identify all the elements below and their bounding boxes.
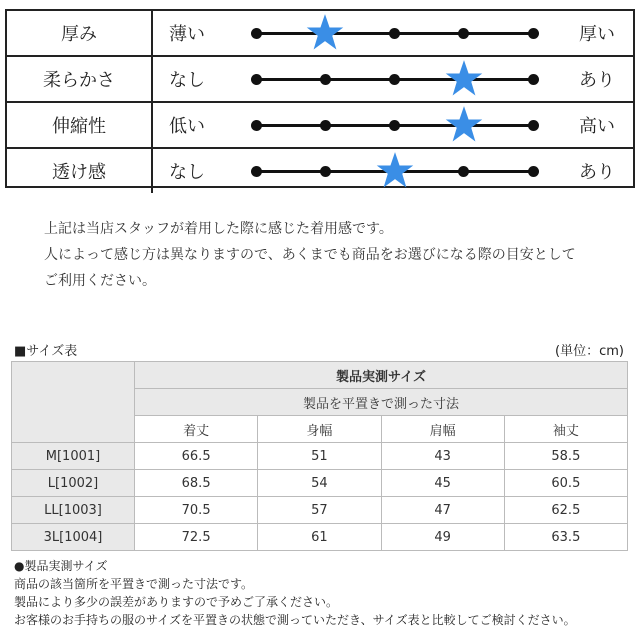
size-label: LL[1003] <box>12 497 135 524</box>
table-cell: 72.5 <box>135 524 258 551</box>
note-line-2: 人によって感じ方は異なりますので、あくまでも商品をお選びになる際の目安として <box>44 247 576 263</box>
table-row <box>12 524 628 551</box>
table-cell: 49 <box>381 524 504 551</box>
scale-dot <box>528 166 539 177</box>
feel-label: 柔らかさ <box>7 57 153 101</box>
table-cell: 62.5 <box>504 497 627 524</box>
table-cell: 45 <box>381 470 504 497</box>
sub-header: 製品を平置きで測った寸法 <box>135 389 628 416</box>
star-icon <box>376 151 414 189</box>
feel-row <box>7 55 633 101</box>
column-header: 着丈 <box>135 416 258 443</box>
column-header: 袖丈 <box>504 416 627 443</box>
star-icon <box>306 13 344 51</box>
feel-max-label: あり <box>579 162 615 183</box>
size-table-title: ■サイズ表 <box>14 344 78 359</box>
scale-dot <box>389 28 400 39</box>
table-cell: 47 <box>381 497 504 524</box>
table-cell: 60.5 <box>504 470 627 497</box>
scale-dot <box>320 74 331 85</box>
table-row <box>12 497 628 524</box>
table-row <box>12 443 628 470</box>
feel-min-label: なし <box>169 162 205 183</box>
size-label: 3L[1004] <box>12 524 135 551</box>
feel-label: 伸縮性 <box>7 103 153 147</box>
feel-min-label: 薄い <box>169 24 205 45</box>
group-header: 製品実測サイズ <box>135 362 628 389</box>
scale-dot <box>251 74 262 85</box>
star-icon <box>445 59 483 97</box>
table-cell: 70.5 <box>135 497 258 524</box>
scale-dot <box>251 28 262 39</box>
table-cell: 57 <box>258 497 381 524</box>
feel-row <box>7 11 633 55</box>
column-header: 身幅 <box>258 416 381 443</box>
note-line-1: 上記は当店スタッフが着用した際に感じた着用感です。 <box>44 221 393 237</box>
scale-dot <box>320 166 331 177</box>
feel-min-label: 低い <box>169 116 205 137</box>
note-line-3: ご利用ください。 <box>44 273 156 289</box>
feel-min-label: なし <box>169 70 205 91</box>
table-cell: 63.5 <box>504 524 627 551</box>
table-cell: 61 <box>258 524 381 551</box>
feel-label: 厚み <box>7 11 153 55</box>
feel-row <box>7 101 633 147</box>
size-table-unit: (単位：cm) <box>555 344 624 359</box>
star-icon <box>445 105 483 143</box>
size-label: L[1002] <box>12 470 135 497</box>
scale-dot <box>389 120 400 131</box>
feel-scale-table <box>5 9 635 188</box>
scale-dot <box>389 74 400 85</box>
size-table-group-row <box>12 362 628 389</box>
scale-dot <box>528 74 539 85</box>
feel-label: 透け感 <box>7 149 153 193</box>
column-header: 肩幅 <box>381 416 504 443</box>
table-cell: 58.5 <box>504 443 627 470</box>
size-table <box>11 361 628 551</box>
scale-dot <box>251 120 262 131</box>
table-cell: 54 <box>258 470 381 497</box>
feel-max-label: 高い <box>579 116 615 137</box>
table-cell: 66.5 <box>135 443 258 470</box>
footer-note-line: 製品により多少の誤差がありますので予めご了承ください。 <box>14 595 339 609</box>
footer-note-line: お客様のお手持ちの服のサイズを平置きの状態で測っていただき、サイズ表と比較してご検討ください。 <box>14 613 576 627</box>
scale-dot <box>251 166 262 177</box>
footer-note-line: 商品の該当箇所を平置きで測った寸法です。 <box>14 577 254 591</box>
scale-dot <box>320 120 331 131</box>
table-cell: 51 <box>258 443 381 470</box>
table-cell: 68.5 <box>135 470 258 497</box>
scale-dot <box>458 28 469 39</box>
size-table-corner <box>12 362 135 443</box>
scale-dot <box>458 166 469 177</box>
footer-note-heading: ●製品実測サイズ <box>14 559 108 573</box>
table-cell: 43 <box>381 443 504 470</box>
feel-row <box>7 147 633 193</box>
feel-max-label: あり <box>579 70 615 91</box>
scale-dot <box>528 120 539 131</box>
size-label: M[1001] <box>12 443 135 470</box>
scale-dot <box>528 28 539 39</box>
feel-max-label: 厚い <box>579 24 615 45</box>
table-row <box>12 470 628 497</box>
